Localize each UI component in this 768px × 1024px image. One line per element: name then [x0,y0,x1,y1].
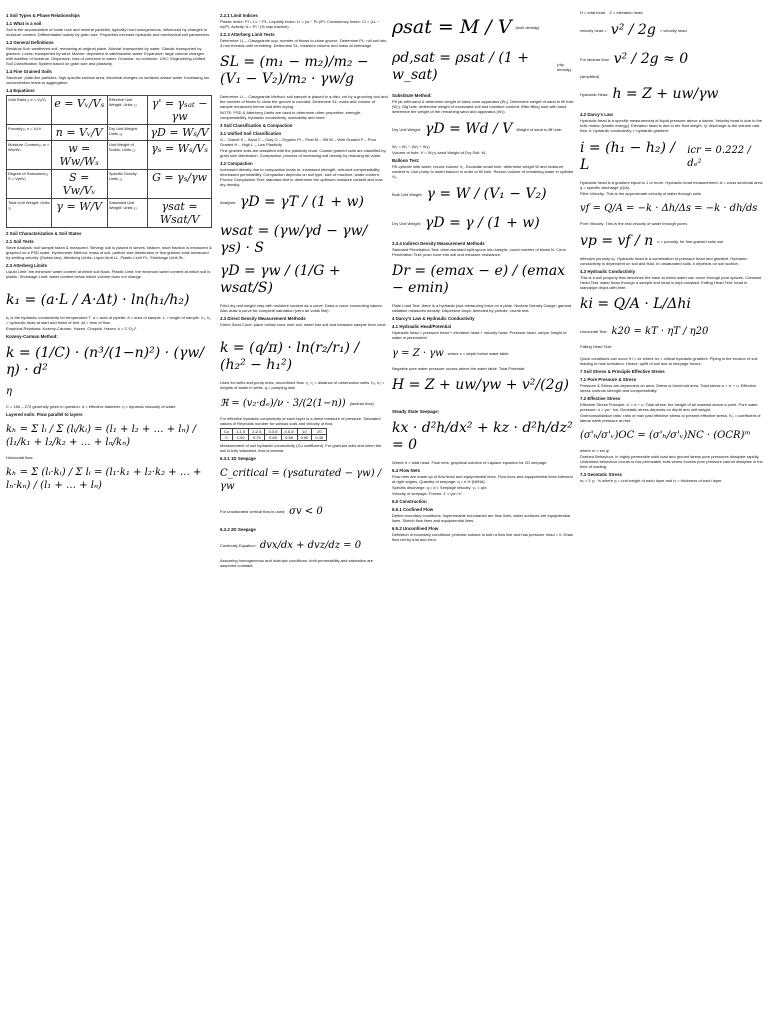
cu-table [220,428,327,441]
column-3 [392,10,576,1022]
equation-wsat: wsat = (γw/γd − γw/γs) · S [220,223,368,256]
paragraph: Volume of hole: V = W₂/γ sand Weight of Dry Soil: Wₛ [392,150,487,155]
table-cell-note: Unit Weight of Solids: Units ₃₃ [107,141,147,170]
equation-continuity: dvx/dx + dvz/dz = 0 [259,540,362,551]
section-heading: 3.2 Compaction [220,161,253,166]
label: Analysis: [220,200,237,205]
paragraph: Define boundary conditions: impermeable boundaries are flow lines, water surfaces are equipotential lines. Sketch flow lines and equipotential lines. [392,513,571,523]
paragraph: Used for wells and pump tests, unconfined flow. r₁, r₂ = distance of observation wells. h₁, h₂ = heights of water in wells. q = pumping rate. [220,380,385,390]
equation-hydraulic-head: h = Z + uw/γw [612,86,719,102]
cu-table-cell: 2-2.5 [249,429,265,435]
equation-kozeny-carman: k = (1/C) · (n³/(1−n)²) · (γw/η) · d² [6,345,205,378]
table-cell-label: Void Ratio₂₃ e = Vᵥ/Vₛ [7,96,52,125]
paragraph: k₁ is the hydraulic conductivity for temperature T. a = area of pipette. A = area of sample. L = length of sample. h₁, h₂ = hydraulic head at start and finish of test. Δt = time of flow. [6,315,211,325]
paragraph: Flow nets are made up of flow lines and equipotential lines. Flow lines and equipotential lines intersect at right angles. Quantity of seepage: q = k·H·(Nf/Nd). [392,474,573,484]
section-heading: 4.1 Hydraulic Head/Potential [392,324,452,329]
label: n = porosity, for fine grained soils use [657,239,724,244]
paragraph: Effective Stress Principle: σ' = σ − u. Total stress: the weight of all material above a point. Pore water pressure: u = γw · hw. Geostatic stress depends on depth and unit weight. [580,402,758,412]
section-heading: 7.3 Geostatic Stress [580,472,622,477]
paragraph: Sieve Analysis: soil sample taken & measured. Sieving: soil is placed in sieves, shaken, each fraction is measured & graphed on a PSD scale. Hydrometer Method: mass of soil, particle size distribution of fine grained soils measured by settling velocity (Stokes law). Atterberg Limits: Liquid limit LL, Plastic Limit PL, Shrinkage Limit SL. [6,245,212,260]
paragraph: Hydraulic head = pressure head + elevation head + velocity head. Pressure head, uw/γw: height of water in piezometer. [392,330,567,340]
cu-table-cell: 0.55 [281,435,297,441]
paragraph: Fill cylinder with water, record volume V₁. Excavate small hole, determine weight W and moisture content w. Use pump to insert balloon in order to fill hole. Record volume of remaining water in cylinder V₂. [392,164,574,179]
equation-temperature-correction: k20 = kT · ηT / η20 [611,326,709,337]
cu-table-cell: 1.00 [233,435,249,441]
paragraph: Specific discharge: q = k·i. Seepage velocity: vₛ = q/n. [392,485,488,490]
equation-total-head: H = Z + uw/γw + v²/(2g) [392,377,569,393]
cu-table-cell: 0.50 [297,435,312,441]
equation-pump-test: k = (q/π) · ln(r₂/r₁) / (h₂² − h₁²) [220,340,360,373]
label: (dry density) [557,62,572,72]
table-cell-note: Dry Unit Weight: Units ₃₃ [107,125,147,141]
equation-unit-weight-depth: γ = Z · γw [392,348,444,359]
table-cell-label: Total Unit Weight: Units ₃₃ [7,199,52,228]
equation-zero-air-voids: γD = γw / (1/G + wsat/S) [220,263,341,296]
label: (bulk density) [515,24,540,30]
paragraph: effective porosity nₑ. Hydraulic head is a combination of pressure head and gradient. Hydraulic conductivity is dependent on soil and fluid. In unsaturated soils, k depends on soil suction. [580,256,748,266]
cu-table-cell: C [221,435,233,441]
paragraph: Fill jar with sand & determine weight of sand-cone apparatus (W₁). Determine weight of sand to fill hole (W₂). Dig hole, determine weight of excavated soil and moisture content. After filling hole with sand determine the weight of the remaining sand and apparatus (W₃). [392,99,574,114]
paragraph: G – Gravel S – Sand C – Clay O – Organic Pt – Peat M – Silt W – Well Graded P – Poor Graded H – High L – Low Plasticity [220,137,377,147]
section-heading: 1.3 General Definitions [6,40,54,45]
section-heading: 6.4 Flow Nets [392,468,421,473]
paragraph: Hydraulic head is a specific measurement of liquid pressure above a datum. Velocity head is due to the bulk motion (kinetic energy). Elevation head is due to the fluid weight. Q: discharge is the volume rate flow. k: hydraulic conductivity. i: hydraulic gradient. [580,118,763,133]
table-cell-formula: G = γₛ/γw [148,170,212,199]
section-heading: Balloon Test: [392,158,420,163]
table-cell-formula: S = Vw/Vᵥ [51,170,107,199]
section-heading: 1.1 What is a soil [6,21,42,26]
label: Weight of sand to fill hole: [516,127,563,132]
label: H = total head [580,10,606,15]
label: Bulk Unit Weight: [392,192,423,197]
label: Continuity Equation: [220,543,256,548]
equations-row [7,141,212,170]
section-heading: 2.2.1 Limit Indices [220,13,258,18]
paragraph: Plate Load Test: there is a hydraulic jack measuring force on a plate. Nuclear Density Gauge: gamma radiation measures density. Dispersive clays: detected by pinhole, crumb test. [392,303,572,313]
paragraph: Structure: plate-like particles, high specific surface area, electrical charges on surfaces attract water. Increasing ion concentration leads to aggregation. [6,75,210,85]
section-heading: Substitute Method: [392,93,432,98]
table-cell-label: Porosity₃₃ n = Vᵥ/V [7,125,52,141]
paragraph: Determine LL – Casagrande cup: number of blows to close groove. Determine PL: roll soil into 3 mm threads until crumbling. Determine SL: measure volume and mass at shrinkage. [220,38,387,48]
section-heading: 1.4 Equations [6,88,35,93]
section-heading: 7.1 Pore Pressure & Stress [580,377,637,382]
label: Horizontal flow: [6,455,34,460]
section-heading: 3 Soil Classification & Compaction [220,123,293,128]
eta-symbol: η [6,386,12,397]
equation-ocr: (σ'ₕ/σ'ᵥ)OC = (σ'ₕ/σ'ᵥ)NC · (OCR)ᵐ [580,430,751,441]
section-heading: 2.2.3 Atterberg Limit Tests [220,32,275,37]
equation-pore-velocity: vp = vf / n [580,233,654,249]
table-cell-label: Degree of Saturation₃₃ S = Vw/Vᵥ [7,170,52,199]
section-heading: 1.4 Fine Grained Soils [6,69,52,74]
section-heading: Steady State Seepage: [392,409,440,414]
paragraph: Overconsolidation ratio: ratio of max past effective stress to present effective stress. K₀ = coefficient of lateral earth pressure at rest. [580,413,761,423]
paragraph: For effective hydraulic conductivity of each layer is a direct measure of pressure. Tabulated values of Reynolds number for various soils and velocity of flow. [220,416,381,426]
label: Dry Unit Weight: [392,221,422,226]
section-heading: 4.2 Darcy's Law [580,112,613,117]
section-heading: 3.1 Unified Soil Classification [220,131,282,136]
equation-critical: C_critical = (γsaturated − γw) / γw [220,468,382,492]
equation-reynolds: ℜ = (v₂·dₑ)/ν · 3/(2(1−n)) [220,398,346,409]
table-cell-formula: γₛ = Wₛ/Vₛ [148,141,212,170]
paragraph: Plastic Index: PI = LL − PL. Liquidity Index: LI = (w − PL)/PI. Consistency Index: CI = (LL − w)/PI. Activity: A = PI / (% clay fraction). [220,19,380,29]
section-heading: Layered soils: Flow parallel to layers [6,412,83,417]
cu-table-cell: 10 [297,429,312,435]
equation-constant-head: ki = Q/A · L/Δhi [580,296,691,312]
section-heading: 4 Darcy's Law & Hydraulic Conductivity [392,316,475,321]
paragraph: This is a soil property that describes the ease at which water can move through pore spaces. Constant Head Test: water flows through a sample and head is kept constant. Falling Head Test: head in standpipe drops with time. [580,275,762,290]
equations-row [7,96,212,125]
paragraph: Quick conditions can occur if i > icr where icr = critical hydraulic gradient. Piping is the erosion of soil leading to hole formation. Heave: uplift of soil due to seepage forces. [580,356,758,366]
paragraph: Drained Behaviour: in highly permeable soils load and ground stress pore pressures dissipate rapidly. Undrained behaviour occurs in low permeable soils where excess pore pressure cannot dissipate in the time of loading. [580,454,763,469]
paragraph: W₂ = W₁ − (W₃ + W₄) [392,144,430,149]
equation-layered-2: kₕ = Σ (lᵢ·kᵢ) / Σ lᵢ = (l₁·k₁ + l₂·k₂ + … + lₙ·kₙ) / (l₁ + … + lₙ) [6,467,202,491]
section-heading: 6.3.1 1D Seepage [220,456,256,461]
section-heading: 2.3 Atterberg Limits [6,263,48,268]
equation-relative-density: Dr = (emax − e) / (emax − emin) [392,263,566,296]
table-cell-formula: w = Ww/Wₛ [51,141,107,170]
column-1 [6,10,212,1022]
equations-row [7,125,212,141]
cu-table-cell: Cu [221,429,233,435]
equations-table [6,95,212,228]
paragraph: Increased density due to compaction leads to: increased strength, reduced compressibility, decreased permeability. Compaction depends on soil type, size of machine, water content. Proctor Compaction Test: standard test to determine the optimum moisture content and max dry density. [220,167,383,187]
equation-layered-1: kₕ = Σ lᵢ / Σ (lᵢ/kᵢ) = (l₁ + l₂ + … + lₙ) / (l₁/k₁ + l₂/k₂ + … + lₙ/kₙ) [6,424,196,448]
section-heading: 3.3 Direct Density Measurement Methods [220,316,306,321]
paragraph: Direct Sand Cone: place hollow cone over soil, insert into soil and measure sample from cone. [220,322,387,327]
paragraph: σᵥ = Σ γᵢ · hᵢ where γᵢ = unit weight of each layer and hᵢ = thickness of each layer. [580,478,723,483]
table-cell-formula: n = Vᵥ/V [51,125,107,141]
equation-shrinkage-limit: SL = (m₁ − m₂)/m₂ − (V₁ − V₂)/m₂ · γw/g [220,54,369,87]
label: velocity head = [580,28,607,33]
paragraph: Measurement of soil hydraulic conductivity (Cu coefficient). For granular soils and when the soil is fully saturated, flow is laminar. [220,443,382,453]
equation-bulk-unit: γ = W / (V₁ − V₂) [426,186,547,202]
section-heading: 4.3 Hydraulic Conductivity [580,269,636,274]
paragraph: C = 180 – 270 generally given in question. d = effective diameter. η = dynamic viscosity of water. [6,404,177,409]
label: = velocity head [659,28,687,33]
section-heading: 3.3.4 Indirect Density Measurement Methods [392,241,485,246]
section-heading: 7 Soil Stress & Principle Effective Stress [580,369,665,374]
table-cell-formula: γD = Wₛ/V [148,125,212,141]
paragraph: Pressure & Stress are dependent on area. Stress is force/unit area. Total stress σ = σ' + u. Effective stress controls strength and compressibility. [580,383,757,393]
cu-table-cell: 0.45 [312,435,327,441]
paragraph: Definition of boundary conditions: phreatic surface is both a flow line and has pressure head = 0. Draw flow net by trial and error. [392,532,573,542]
table-cell-formula: e = Vᵥ/Vₛ [51,96,107,125]
cu-table-cell: 0.65 [265,435,281,441]
label: Pore Velocity: This is the real velocity of water through pores [580,221,688,226]
equation-laplace: kx · d²h/dx² + kz · d²h/dz² = 0 [392,420,573,453]
column-2 [220,10,388,1022]
column-4 [580,10,764,1022]
paragraph: Assuming homogeneous and isotropic conditions, both permeability and saturation are assumed constant. [220,558,373,568]
table-cell-formula: γ' = γₛₐₜ − γw [148,96,212,125]
paragraph: Empirical Relations: Kozeny-Carman, Hazen, Chapuis. Hazen: k = C·D₁₀². [6,326,138,331]
table-cell-formula: γ = W/V [51,199,107,228]
label: Falling Head Test: [580,344,612,349]
paragraph: Field dry unit weight vary with moisture content as a curve. Draw a curve connecting values. Also draw a curve for complete saturation (zero air voids line). [220,303,383,313]
paragraph: NOTE: PSD & Atterberg Limits are used to determine other properties: strength, compressibility, hydraulic conductivity, workability and more. [220,110,362,120]
paragraph: Velocity of seepage: Forces: Σ = γw·i·V [392,491,462,496]
label: (simplified) [580,74,600,79]
section-heading: 6.5 Construction [392,499,427,504]
paragraph: Soil is the accumulation of loose rock and mineral particles, typically non-homogeneous, influenced by changes in moisture content. Differentiated mainly by grain size. Properties increase hydraulic and mechanical soil parameters. [6,27,211,37]
paragraph: Negative pore water pressure occurs above the water table. Total Potential: [392,366,526,371]
cu-table-cell: 3-3.5 [265,429,281,435]
label: Horizontal Test: [580,329,608,334]
label: where z = depth below water table [447,351,509,356]
section-heading: 2 Soil Characterization & Soil States [6,231,82,236]
equation-dry-density: ρd,sat = ρsat / (1 + w_sat) [392,50,529,83]
paragraph: Where h = total head. Flow nets: graphical solution of Laplace equation for 2D seepage. [392,460,548,465]
label: Z = elevation head [609,10,643,15]
label: For unsaturated vertical flow is used: [220,509,286,514]
section-heading: Kozeny-Carman Method: [6,334,58,339]
equations-row [7,199,212,228]
label: Hydraulic Head: [580,92,609,97]
label: For laminar flow: [580,57,610,62]
equation-falling-head: k₁ = (a·L / A·Δt) · ln(h₁/h₂) [6,292,190,308]
table-cell-note: Specific Gravity: Units ₃₃ [107,170,147,199]
label: Filter Velocity: This is the approximate velocity of water through soils [580,191,701,196]
equation-dry-unit: γD = Wd / V [425,121,513,137]
section-heading: 2.1 Soil Tests [6,239,34,244]
equation-filter-velocity: vf = Q/A = −k · Δh/Δs = −k · dh/ds [580,203,758,214]
equation-dry-unit-weight: γD = γT / (1 + w) [240,194,365,210]
equation-dry-unit-2: γD = γ / (1 + w) [425,215,540,231]
table-cell-note: Effective Unit Weight: Units ₃₃ [107,96,147,125]
equations-row [7,170,212,199]
label: where m ≈ sin φ' [580,448,610,453]
equation-bulk-density: ρsat = M / V [392,16,512,38]
paragraph: Residual Soil: weathered soil, remaining at original place. Alluvial: transported by water. Glacial: transported by glaciers. Loess: transported by wind. Marine: deposited in salt/brackish water. Expansive: large volume changes with addition of moisture. Dispersive: loss of cohesion in water. Granular: no cohesion. USC: Engineering Unified Soil Classification System based on grain size and plasticity. [6,46,206,66]
equation-sigma: σv < 0 [289,506,323,517]
table-cell-label: Moisture Content₃₃ w = Ww/Wₛ [7,141,52,170]
cu-table-cell: 4.5-5 [281,429,297,435]
label: (laminar flow) [349,401,374,406]
equation-gradient: i = (h₁ − h₂) / L [580,140,676,173]
equation-critical-gradient: icr = 0.222 / dₑ² [687,145,751,169]
section-heading: 6.3.2 2D Seepage [220,527,256,532]
label: Dry Unit Weight: [392,127,422,132]
table-cell-formula: γsat = Wsat/V [148,199,212,228]
section-heading: 1 Soil Types & Phase Relationships [6,13,80,18]
paragraph: Liquid Limit: the minimum water content at which soil flows. Plastic Limit: the minimum water content at which soil is plastic. Shrinkage Limit: water content below which volume does not change. [6,269,211,279]
paragraph: Standard Penetration Test: drive standard split spoon into sample, count number of blows N. Cone Penetration Test: push cone into soil and measure resistance. [392,247,566,257]
cu-table-cell: 20 [312,429,327,435]
equation-velocity-zero: v² / 2g ≈ 0 [613,51,689,67]
section-heading: 6.5.1 Confined Flow [392,507,434,512]
section-heading: 7.2 Effective Stress [580,396,621,401]
cu-table-cell: 0.75 [249,435,265,441]
equation-velocity-head: v² / 2g [610,22,656,38]
section-heading: 6.5.2 Unconfined Flow [392,526,439,531]
paragraph: Fine grained soils are classified with the plasticity chart. Coarse grained soils are classified by grain size distribution. Compaction: process of increasing soil density by reducing air voids. [220,148,386,158]
cu-table-cell: 1-1.5 [233,429,249,435]
paragraph: Determine LL – Casagrande Method: soil sample is placed in a dish, cut by a grooving tool and the number of blows to close the groove is counted. Determine SL: mass and volume of sample measured before and after drying. [220,94,388,109]
paragraph: Hydraulic head is a gradient equal to 1 or more. Hydraulic head measurement: A = cross sectional area. q = specific discharge (Q/A). [580,180,764,190]
table-cell-note: Saturated Unit Weight: Units ₃₃ [107,199,147,228]
